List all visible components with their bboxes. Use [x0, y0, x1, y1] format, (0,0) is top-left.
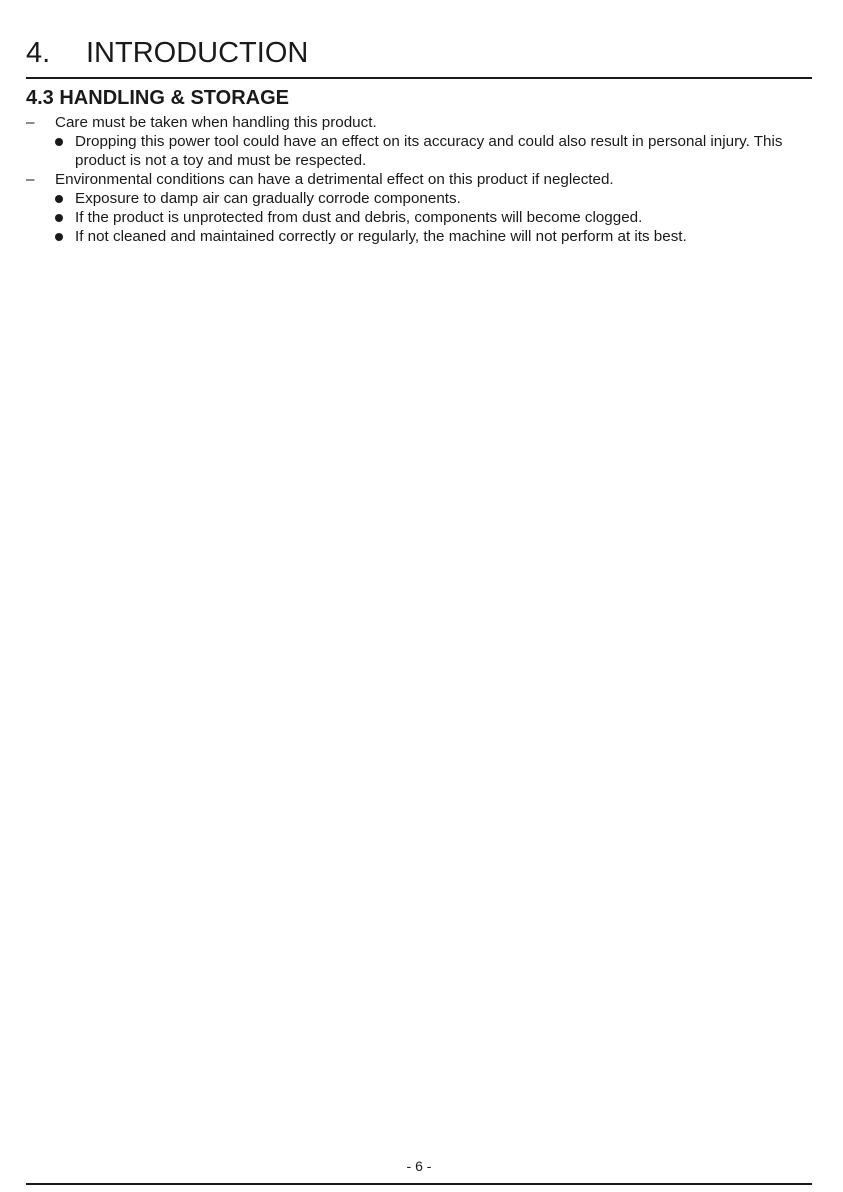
sub-list-item [55, 132, 816, 170]
list-item-text: Care must be taken when handling this product. [55, 114, 377, 131]
list-item [26, 113, 816, 170]
section-content [26, 113, 816, 246]
page-number: - 6 - [406, 1158, 432, 1174]
sub-list-item [55, 227, 816, 246]
sub-list-item-text: If not cleaned and maintained correctly or regularly, the machine will not perform at its best. [75, 228, 687, 245]
chapter-number: 4. [26, 37, 51, 69]
sub-list-item-text: Exposure to damp air can gradually corrode components. [75, 190, 461, 207]
chapter-title: INTRODUCTION [86, 37, 309, 69]
dash-marker: – [26, 171, 35, 188]
page-footer [26, 1157, 812, 1185]
sub-list [55, 189, 816, 246]
bullet-icon [55, 214, 63, 222]
sub-list-item [55, 208, 816, 227]
sub-list-item [55, 189, 816, 208]
dash-marker: – [26, 114, 35, 131]
page-header [26, 36, 812, 79]
section-title: 4.3 HANDLING & STORAGE [26, 87, 289, 109]
sub-list [55, 132, 816, 170]
list-item-text: Environmental conditions can have a detrimental effect on this product if neglected. [55, 171, 614, 188]
bullet-icon [55, 195, 63, 203]
bullet-icon [55, 138, 63, 146]
list-item [26, 170, 816, 246]
sub-list-item-text: If the product is unprotected from dust and debris, components will become clogged. [75, 209, 643, 226]
bullet-icon [55, 233, 63, 241]
sub-list-item-text: Dropping this power tool could have an effect on its accuracy and could also result in personal injury. This product is not a toy and must be respected. [75, 133, 783, 169]
